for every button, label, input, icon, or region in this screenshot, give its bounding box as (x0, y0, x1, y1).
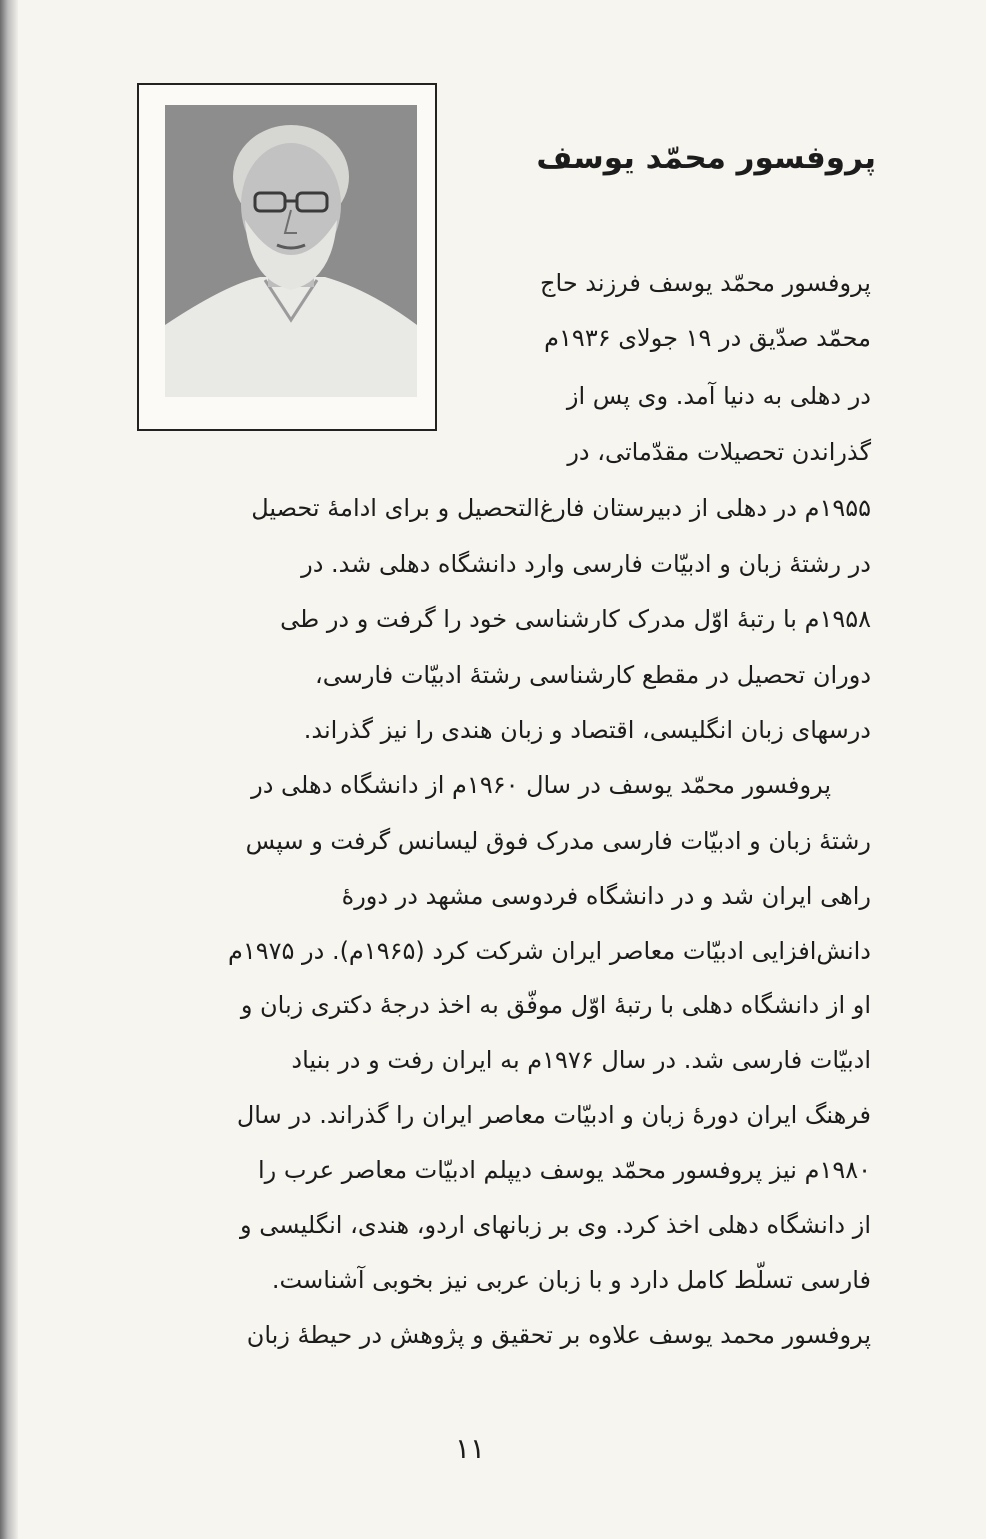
portrait-frame (137, 83, 437, 431)
text-line: در رشتهٔ زبان و ادبیّات فارسی وارد دانشگاه دهلی شد. در (301, 550, 871, 578)
text-line: ۱۹۵۸م با رتبهٔ اوّل مدرک کارشناسی خود را گرفت و در طی (280, 605, 871, 633)
text-line: ادبیّات فارسی شد. در سال ۱۹۷۶م به ایران رفت و در بنیاد (291, 1046, 871, 1074)
text-line: دوران تحصیل در مقطع کارشناسی رشتهٔ ادبیّات فارسی، (314, 661, 871, 689)
page-edge-shadow (0, 0, 18, 1539)
text-line: درسهای زبان انگلیسی، اقتصاد و زبان هندی را نیز گذراند. (303, 716, 871, 744)
text-line: از دانشگاه دهلی اخذ کرد. وی بر زبانهای اردو، هندی، انگلیسی و (240, 1211, 871, 1239)
text-line: پروفسور محمّد یوسف فرزند حاج (540, 269, 871, 297)
text-line: در دهلی به دنیا آمد. وی پس از (566, 382, 871, 410)
text-line: راهی ایران شد و در دانشگاه فردوسی مشهد در دورهٔ (341, 882, 871, 910)
text-line: ۱۹۵۵م در دهلی از دبیرستان فارغ‌التحصیل و برای ادامهٔ تحصیل (251, 494, 871, 522)
text-line: گذراندن تحصیلات مقدّماتی، در (567, 438, 871, 466)
portrait-illustration (165, 105, 417, 397)
text-line: او از دانشگاه دهلی با رتبهٔ اوّل موفّق به اخذ درجهٔ دکتری زبان و (240, 991, 871, 1019)
portrait-photo (165, 105, 417, 397)
text-line: فارسی تسلّط کامل دارد و با زبان عربی نیز بخوبی آشناست. (271, 1266, 871, 1294)
text-line: پروفسور محمد یوسف علاوه بر تحقیق و پژوهش در حیطهٔ زبان (246, 1321, 871, 1349)
text-line: ۱۹۸۰م نیز پروفسور محمّد یوسف دیپلم ادبیّات معاصر عرب را (258, 1156, 871, 1184)
page-number: ۱۱ (454, 1432, 486, 1465)
text-line: فرهنگ ایران دورهٔ زبان و ادبیّات معاصر ایران را گذراند. در سال (236, 1101, 871, 1129)
text-line: محمّد صدّیق در ۱۹ جولای ۱۹۳۶م (544, 324, 871, 352)
page-title: پروفسور محمّد یوسف (536, 140, 876, 176)
text-line: دانش‌افزایی ادبیّات معاصر ایران شرکت کرد (۱۹۶۵م). در ۱۹۷۵م (227, 937, 871, 965)
text-line: پروفسور محمّد یوسف در سال ۱۹۶۰م از دانشگاه دهلی در (251, 771, 831, 799)
text-line: رشتهٔ زبان و ادبیّات فارسی مدرک فوق لیسانس گرفت و سپس (245, 827, 871, 855)
